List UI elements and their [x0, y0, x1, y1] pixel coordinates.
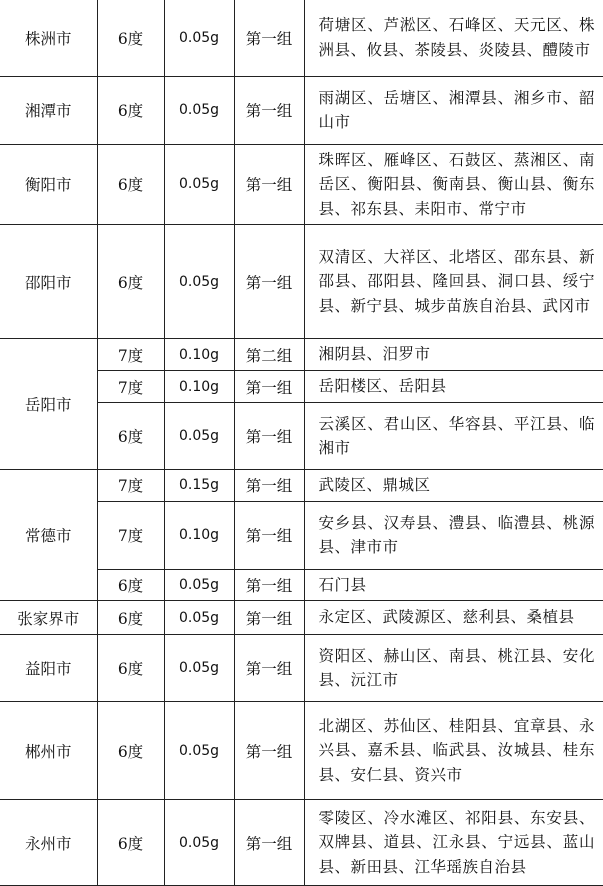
- city-cell: 岳阳市: [0, 339, 97, 470]
- intensity-cell: 6度: [97, 76, 164, 144]
- group-cell: 第一组: [234, 635, 304, 702]
- group-cell: 第一组: [234, 403, 304, 470]
- group-cell: 第一组: [234, 569, 304, 601]
- intensity-cell: 6度: [97, 601, 164, 635]
- group-cell: 第一组: [234, 76, 304, 144]
- intensity-cell: 7度: [97, 470, 164, 502]
- acceleration-cell: 0.05g: [164, 635, 234, 702]
- table-row: [0, 470, 603, 502]
- areas-cell: 湘阴县、汨罗市: [304, 339, 603, 371]
- areas-cell: 雨湖区、岳塘区、湘潭县、湘乡市、韶山市: [304, 76, 603, 144]
- table-row: [0, 144, 603, 225]
- acceleration-cell: 0.10g: [164, 371, 234, 403]
- areas-cell: 武陵区、鼎城区: [304, 470, 603, 502]
- group-cell: 第一组: [234, 144, 304, 225]
- table-row: [0, 0, 603, 76]
- acceleration-cell: 0.05g: [164, 800, 234, 886]
- city-cell: 张家界市: [0, 601, 97, 635]
- group-cell: 第一组: [234, 702, 304, 800]
- acceleration-cell: 0.15g: [164, 470, 234, 502]
- intensity-cell: 6度: [97, 569, 164, 601]
- group-cell: 第一组: [234, 225, 304, 339]
- table-row: [0, 702, 603, 800]
- city-cell: 株洲市: [0, 0, 97, 76]
- areas-cell: 岳阳楼区、岳阳县: [304, 371, 603, 403]
- areas-cell: 零陵区、冷水滩区、祁阳县、东安县、双牌县、道县、江永县、宁远县、蓝山县、新田县、江华瑶族自治县: [304, 800, 603, 886]
- group-cell: 第一组: [234, 0, 304, 76]
- acceleration-cell: 0.05g: [164, 76, 234, 144]
- table-row: [0, 76, 603, 144]
- city-cell: 衡阳市: [0, 144, 97, 225]
- acceleration-cell: 0.10g: [164, 501, 234, 569]
- areas-cell: 荷塘区、芦淞区、石峰区、天元区、株洲县、攸县、茶陵县、炎陵县、醴陵市: [304, 0, 603, 76]
- table-row: [0, 635, 603, 702]
- areas-cell: 北湖区、苏仙区、桂阳县、宜章县、永兴县、嘉禾县、临武县、汝城县、桂东县、安仁县、资兴市: [304, 702, 603, 800]
- table-row: [0, 601, 603, 635]
- intensity-cell: 7度: [97, 501, 164, 569]
- group-cell: 第一组: [234, 601, 304, 635]
- areas-cell: 石门县: [304, 569, 603, 601]
- intensity-cell: 6度: [97, 0, 164, 76]
- intensity-cell: 6度: [97, 800, 164, 886]
- city-cell: 湘潭市: [0, 76, 97, 144]
- group-cell: 第一组: [234, 501, 304, 569]
- intensity-cell: 7度: [97, 339, 164, 371]
- acceleration-cell: 0.05g: [164, 403, 234, 470]
- intensity-cell: 6度: [97, 225, 164, 339]
- group-cell: 第一组: [234, 800, 304, 886]
- areas-cell: 安乡县、汉寿县、澧县、临澧县、桃源县、津市市: [304, 501, 603, 569]
- intensity-cell: 7度: [97, 371, 164, 403]
- group-cell: 第二组: [234, 339, 304, 371]
- table-row: [0, 339, 603, 371]
- city-cell: 郴州市: [0, 702, 97, 800]
- acceleration-cell: 0.05g: [164, 601, 234, 635]
- group-cell: 第一组: [234, 470, 304, 502]
- city-cell: 益阳市: [0, 635, 97, 702]
- table-row: [0, 225, 603, 339]
- intensity-cell: 6度: [97, 702, 164, 800]
- city-cell: 邵阳市: [0, 225, 97, 339]
- group-cell: 第一组: [234, 371, 304, 403]
- areas-cell: 资阳区、赫山区、南县、桃江县、安化县、沅江市: [304, 635, 603, 702]
- city-cell: 常德市: [0, 470, 97, 601]
- acceleration-cell: 0.05g: [164, 702, 234, 800]
- acceleration-cell: 0.05g: [164, 0, 234, 76]
- acceleration-cell: 0.05g: [164, 569, 234, 601]
- areas-cell: 珠晖区、雁峰区、石鼓区、蒸湘区、南岳区、衡阳县、衡南县、衡山县、衡东县、祁东县、耒阳市、常宁市: [304, 144, 603, 225]
- acceleration-cell: 0.10g: [164, 339, 234, 371]
- acceleration-cell: 0.05g: [164, 144, 234, 225]
- areas-cell: 云溪区、君山区、华容县、平江县、临湘市: [304, 403, 603, 470]
- intensity-cell: 6度: [97, 635, 164, 702]
- intensity-cell: 6度: [97, 403, 164, 470]
- table-row: [0, 800, 603, 886]
- city-cell: 永州市: [0, 800, 97, 886]
- acceleration-cell: 0.05g: [164, 225, 234, 339]
- intensity-cell: 6度: [97, 144, 164, 225]
- areas-cell: 双清区、大祥区、北塔区、邵东县、新邵县、邵阳县、隆回县、洞口县、绥宁县、新宁县、城步苗族自治县、武冈市: [304, 225, 603, 339]
- areas-cell: 永定区、武陵源区、慈利县、桑植县: [304, 601, 603, 635]
